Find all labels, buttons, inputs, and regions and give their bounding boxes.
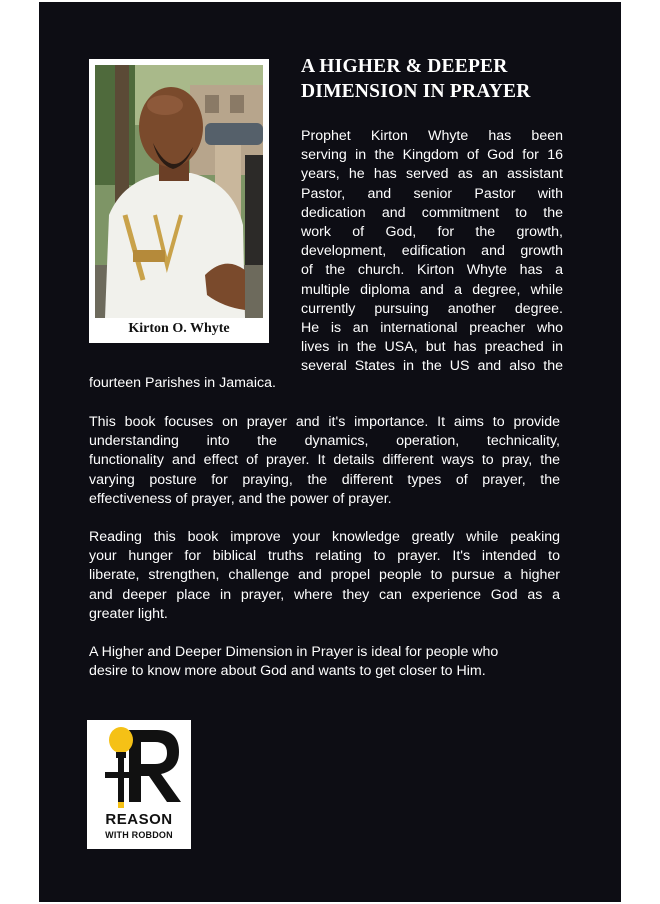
paragraph-line: liberate, strengthen, challenge and propel people to pursue a higher	[89, 567, 560, 584]
paragraph-line: A Higher and Deeper Dimension in Prayer is ideal for people who	[89, 644, 499, 660]
paragraph-line: varying posture for praying, the different types of prayer, the	[89, 471, 560, 488]
bio-tail-line: fourteen Parishes in Jamaica.	[89, 375, 276, 391]
title-line-1: A HIGHER & DEEPER	[301, 56, 508, 77]
bio-line: serving in the Kingdom of God for 16	[301, 147, 563, 164]
book-title	[301, 54, 601, 104]
bio-line: several States in the US and also the	[301, 358, 563, 375]
paragraph-focus	[89, 413, 560, 509]
bio-line: He is an international preacher who	[301, 319, 563, 336]
bio-line: multiple diploma and a degree, while	[301, 281, 563, 298]
bio-line: Prophet Kirton Whyte has been	[301, 128, 563, 144]
logo-word-reason: REASON	[105, 811, 173, 828]
paragraph-line: desire to know more about God and wants to get closer to Him.	[89, 663, 486, 680]
paragraph-line: greater light.	[89, 605, 168, 622]
photo-caption: Kirton O. Whyte	[128, 321, 230, 336]
paragraph-line: and deeper place in prayer, where they can experience God as a	[89, 586, 560, 603]
bio-line: currently pursuing another degree.	[301, 300, 563, 317]
paragraph-line: effectiveness of prayer, and the power of prayer.	[89, 490, 392, 507]
bio-line: of the church. Kirton Whyte has a	[301, 262, 563, 279]
bio-line: lives in the USA, but has preached in	[301, 339, 563, 356]
bio-line: work of God, for the growth,	[301, 223, 563, 240]
publisher-logo	[87, 720, 191, 849]
bio-tail	[89, 374, 560, 393]
author-photo-frame	[89, 59, 269, 343]
paragraph-line: your hunger for biblical truths relating to prayer. It's intended to	[89, 548, 560, 565]
bio-line: development, edification and growth	[301, 243, 563, 260]
back-cover	[39, 2, 621, 902]
paragraph-reading	[89, 528, 560, 624]
bio-line: Pastor, and senior Pastor with	[301, 185, 563, 202]
author-bio	[301, 127, 563, 376]
paragraph-line: understanding into the dynamics, operation, technicality,	[89, 433, 560, 450]
bio-line: dedication and commitment to the	[301, 204, 563, 221]
bio-line: years, he has served as an assistant	[301, 166, 563, 183]
paragraph-ideal	[89, 643, 560, 681]
paragraph-line: functionality and effect of prayer. It details different ways to pray, the	[89, 452, 560, 469]
paragraph-line: Reading this book improve your knowledge greatly while peaking	[89, 529, 560, 545]
title-line-2: DIMENSION IN PRAYER	[301, 81, 531, 102]
author-photo	[95, 65, 263, 318]
logo-word-with-robdon: WITH ROBDON	[105, 830, 173, 840]
paragraph-line: This book focuses on prayer and it's importance. It aims to provide	[89, 414, 560, 430]
microphone-r-icon	[87, 720, 191, 810]
